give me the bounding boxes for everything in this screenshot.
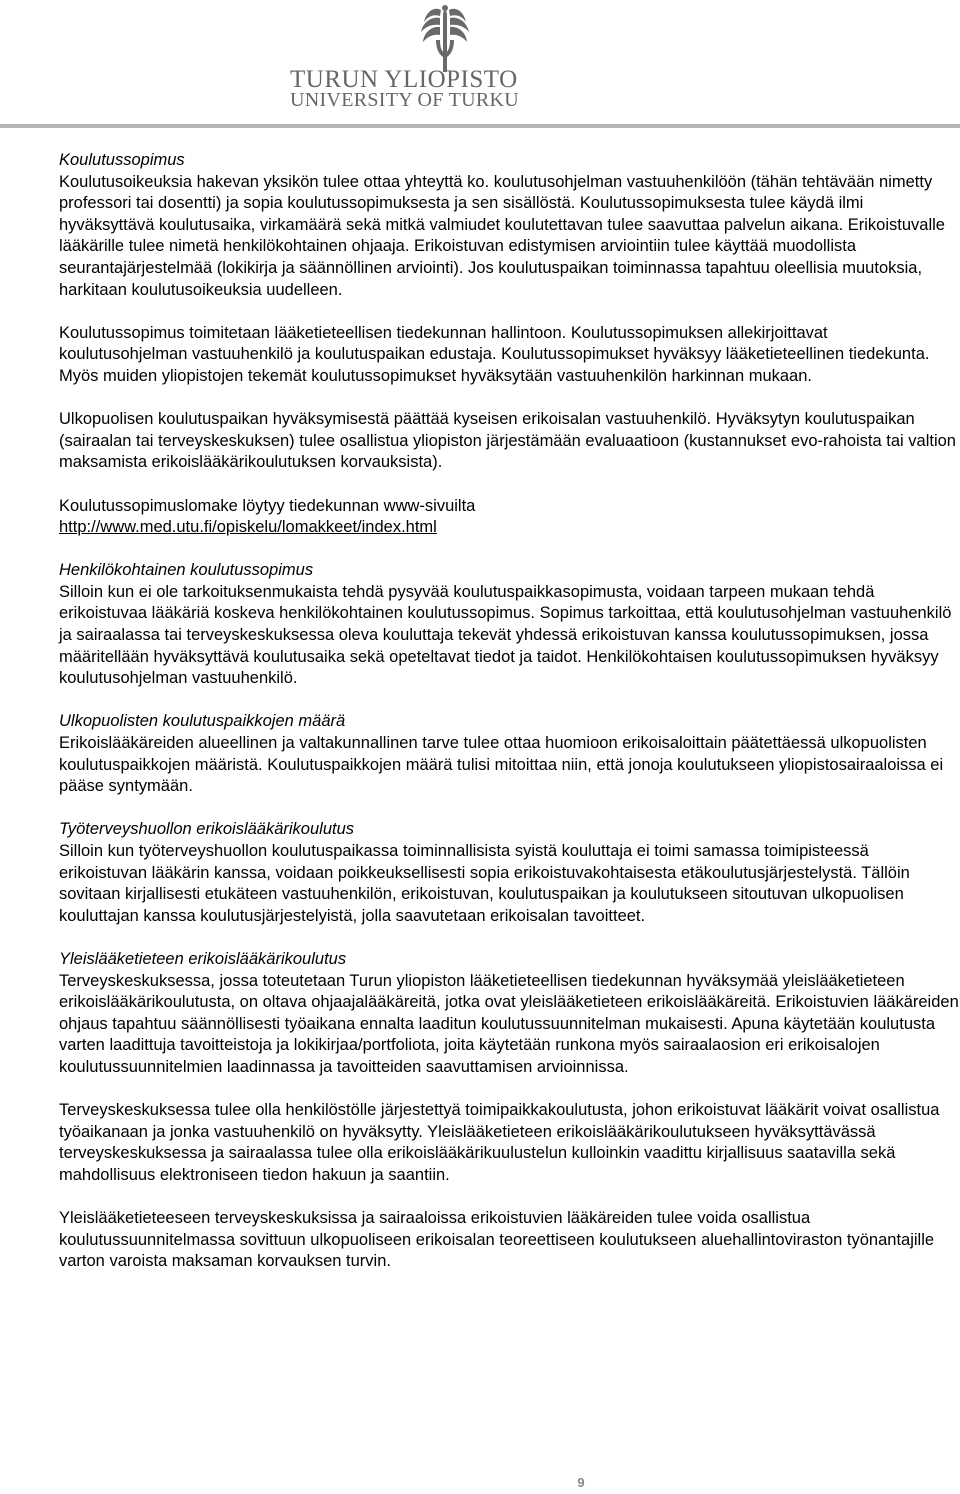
paragraph: Yleislääketieteeseen terveyskeskuksissa ja sairaaloissa erikoistuvien lääkäreiden tulee voida osallistua koulutussuunnitelmassa sovittuun ulkopuoliseen erikoisalan teoreettiseen koulutukseen aluehallintoviraston työnantajille varton varoista maksaman korvauksen turvin. — [59, 1209, 935, 1271]
paragraph: Koulutussopimus toimitetaan lääketieteellisen tiedekunnan hallintoon. Koulutussopimuksen allekirjoittavat koulutusohjelman vastuuhenkilö ja koulutuspaikan edustaja. Koulutussopimukset hyväksyy lääketieteellinen tiedekunta. Myös muiden yliopistojen tekemät koulutussopimukset hyväksytään vastuuhenkilön harkinnan mukaan. — [59, 323, 930, 385]
document-body — [59, 150, 959, 1273]
section-heading: Koulutussopimus — [59, 151, 185, 169]
paragraph: Koulutussopimuslomake löytyy tiedekunnan www-sivuilta — [59, 496, 476, 515]
paragraph: Erikoislääkäreiden alueellinen ja valtakunnallinen tarve tulee ottaa huomioon erikoisaloittain päätettäessä ulkopuolisten koulutuspaikkojen määristä. Koulutuspaikkojen määrä tulisi mitoittaa niin, että jonoja koulutukseen yliopistosairaaloissa ei pääse syntymään. — [59, 734, 944, 796]
section-yleislaaketiede — [59, 949, 959, 1273]
logo-name-english: UNIVERSITY OF TURKU — [290, 89, 520, 111]
header-divider — [0, 124, 960, 128]
paragraph: Silloin kun ei ole tarkoituksenmukaista tehdä pysyvää koulutuspaikkasopimusta, voidaan tarpeen mukaan tehdä erikoistuvaa lääkäriä koskeva henkilökohtainen koulutussopimus. Sopimus tarkoittaa, että koulutusohjelman vastuuhenkilö ja sairaalassa tai terveyskeskuksessa oleva kouluttaja tekevät yhdessä erikoistuvan kanssa koulutussopimuksen, jossa määritellään hyväksyttävä koulutusaika sekä opeteltavat tiedot ja taidot. Henkilökohtaisen koulutussopimuksen hyväksyy koulutusohjelman vastuuhenkilö. — [59, 582, 952, 688]
form-link[interactable]: http://www.med.utu.fi/opiskelu/lomakkeet/index.html — [59, 518, 437, 537]
section-koulutussopimus — [59, 150, 959, 539]
section-tyoterveyshuolto — [59, 819, 959, 927]
section-henkilokohtainen — [59, 560, 959, 690]
paragraph: Silloin kun työterveyshuollon koulutuspaikassa toiminnallisista syistä kouluttaja ei toimi samassa toimipisteessä erikoistuvan lääkärin kanssa, voidaan poikkeuksellisesti sopia erikoistuvakohtaisesta etäkoulutusjärjestelystä. Tällöin sovitaan kirjallisesti etukäteen vastuuhenkilön, erikoistuvan, koulutuspaikan ja koulutukseen sitoutuvan ulkopuolisen kouluttajan kanssa koulutusjärjestelyistä, jolla saavutetaan erikoisalan tavoitteet. — [59, 842, 910, 925]
paragraph: Terveyskeskuksessa, jossa toteutetaan Turun yliopiston lääketieteellisen tiedekunnan hyväksymää yleislääketieteen erikoislääkärikoulutusta, on oltava ohjaajalääkäreitä, jotka ovat yleislääketieteen erikoislääkäreitä. Erikoistuvien lääkäreiden ohjaus tapahtuu säännöllisesti työaikana ennalta laaditun koulutussuunnitelman mukaisesti. Apuna käytetään koulutusta varten laadittuja tavoitteistoja ja lokikirjaa/portfoliota, joita käytetään runkona myös sairaalaosion eri erikoisalojen koulutussuunnitelmien laadinnassa ja tavoitteiden saavuttamisen arvioinnissa. — [59, 971, 959, 1076]
section-heading: Henkilökohtainen koulutussopimus — [59, 561, 314, 580]
paragraph: Ulkopuolisen koulutuspaikan hyväksymisestä päättää kyseisen erikoisalan vastuuhenkilö. Hyväksytyn koulutuspaikan (sairaalan tai terveyskeskuksen) tulee osallistua yliopiston järjestämään evaluaatioon (kustannukset evo-rahoista tai valtion maksamista erikoislääkärikoulutuksen korvauksista). — [59, 410, 956, 472]
section-heading: Työterveyshuollon erikoislääkärikoulutus — [59, 820, 355, 839]
paragraph: Koulutusoikeuksia hakevan yksikön tulee ottaa yhteyttä ko. koulutusohjelman vastuuhenkilöön (tähän tehtävään nimetty professori tai dosentti) ja sopia koulutussopimuksesta ja sen sisällöstä. Koulutussopimuksesta tulee käydä ilmi hyväksyttävä koulutusaika, virkamäärä sekä mitkä valmiudet koulutettavan tulee saavuttaa palvelun aikana. Erikoistuvalle lääkärille tulee nimetä henkilökohtainen ohjaaja. Erikoistuvan edistymisen arviointiin tulee käyttää muodollista seurantajärjestelmää (lokikirja ja säännöllinen arviointi). Jos koulutuspaikan toiminnassa tapahtuu oleellisia muutoksia, harkitaan koulutusoikeuksia uudelleen. — [59, 172, 945, 299]
section-heading: Ulkopuolisten koulutuspaikkojen määrä — [59, 712, 346, 731]
logo-name-finnish: TURUN YLIOPISTO — [290, 66, 518, 93]
university-crest-icon — [410, 2, 480, 74]
section-heading: Yleislääketieteen erikoislääkärikoulutus — [59, 949, 347, 968]
paragraph: Terveyskeskuksessa tulee olla henkilöstölle järjestettyä toimipaikkakoulutusta, johon erikoistuvat lääkärit voivat osallistua työaikanaan ja jonka vastuuhenkilö on hyväksytty. Yleislääketieteen erikoislääkärikoulutukseen hyväksyttävässä terveyskeskuksessa ja sairaalassa tulee olla erikoislääkärikuulustelun kulloinkin vaadittu kirjallisuus saatavilla sekä mahdollisuus elektroniseen tiedon hakuun ja saantiin. — [59, 1101, 940, 1184]
page-header — [0, 0, 960, 128]
page-number: 9 — [577, 1475, 585, 1490]
section-ulkopuolisten — [59, 711, 959, 797]
